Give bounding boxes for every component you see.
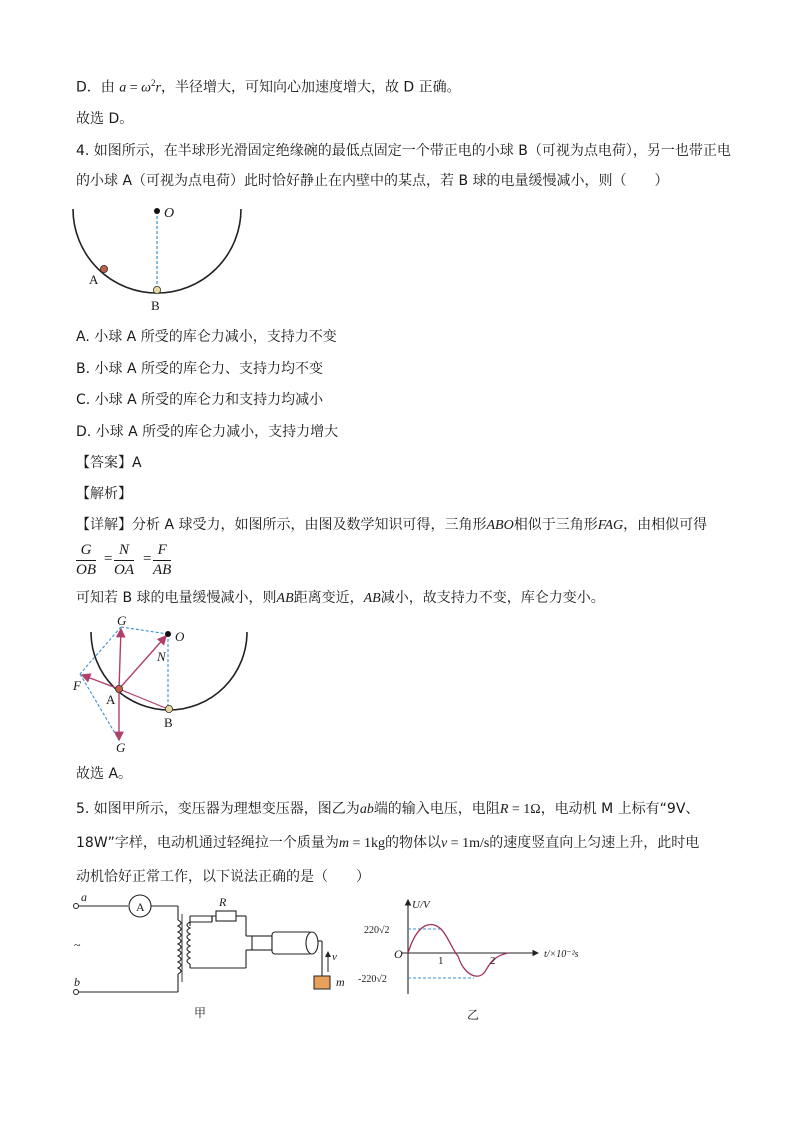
q4-option-c: C. 小球 A 所受的库仑力和支持力均减小: [76, 392, 324, 408]
ball-b-2: [165, 705, 172, 712]
label-origin: O: [394, 947, 403, 961]
analysis-tag: 【解析】: [76, 486, 132, 502]
q4-force-diagram: [66, 612, 256, 757]
mass-block: [314, 976, 330, 989]
secondary-coil: [187, 922, 190, 964]
equals-2: =: [143, 551, 152, 567]
label-o: O: [164, 206, 175, 221]
caption-yi: 乙: [467, 1008, 480, 1022]
label-t-axis: t/×10⁻²s: [544, 949, 579, 960]
q4-option-d: D. 小球 A 所受的库仑力减小，支持力增大: [76, 424, 339, 440]
dash-top-go: [121, 627, 168, 634]
label-a: A: [89, 272, 99, 287]
ball-b: [153, 286, 160, 293]
select-d: 故选 D。: [76, 111, 134, 127]
label-terminal-b: b: [74, 975, 80, 989]
answer-line: 【答案】A: [76, 455, 142, 471]
q5-voltage-graph: [358, 894, 602, 1004]
label-v: v: [332, 951, 337, 963]
q4-stem-line1: 4. 如图所示，在半球形光滑固定绝缘碗的最低点固定一个带正电的小球 B（可视为点电荷），另一也带正电: [76, 143, 731, 159]
label-f: F: [73, 678, 81, 693]
terminal-b: [74, 990, 79, 995]
label-terminal-a: a: [81, 890, 87, 904]
force-g-up: [119, 629, 121, 689]
primary-coil: [178, 920, 181, 974]
label-peak-neg: -220√2: [358, 974, 387, 985]
force-f: [82, 675, 119, 689]
q4-bowl-figure: [60, 200, 260, 320]
label-ammeter: A: [136, 900, 145, 914]
select-a: 故选 A。: [76, 766, 133, 782]
dash-f-g-bottom: [80, 674, 119, 740]
q4-option-b: B. 小球 A 所受的库仑力、支持力均不变: [76, 361, 323, 377]
prev-option-d: D．由 $a = \omega^2r$，半径增大，可知向心加速度增大，故 D 正确。: [76, 78, 461, 96]
label-b-2: B: [164, 715, 173, 730]
dash-top-g-f: [80, 627, 121, 674]
center-o-dot-2: [165, 631, 171, 637]
ball-a: [100, 265, 107, 272]
conclusion-line: 可知若 B 球的电量缓慢减小，则AB距离变近，AB减小，故支持力不变，库仑力变小。: [76, 590, 605, 606]
label-g-bottom: G: [116, 740, 126, 755]
motor-end: [306, 932, 318, 954]
fraction-f-ab: $\frac{F}{AB}$: [153, 542, 172, 578]
q5-line2: 18W”字样，电动机通过轻绳拉一个质量为m = 1kg的物体以v = 1m/s的速度竖直向上匀速上升，此时电: [76, 835, 700, 851]
resistor-r: [216, 911, 236, 921]
terminal-a: [74, 904, 79, 909]
label-o-2: O: [175, 629, 185, 644]
q4-option-a: A. 小球 A 所受的库仑力减小，支持力不变: [76, 329, 337, 345]
label-peak-pos: 220√2: [364, 925, 390, 936]
equals-1: =: [104, 551, 113, 567]
detail-line: 【详解】分析 A 球受力，如图所示，由图及数学知识可得，三角形ABO相似于三角形FAG，由相似可得: [76, 517, 708, 533]
label-g-top: G: [117, 613, 127, 628]
label-n: N: [157, 649, 166, 664]
ball-a-2: [115, 685, 122, 692]
fraction-n-oa: $\frac{N}{OA}$: [114, 542, 134, 578]
q5-circuit-diagram: [66, 892, 356, 1002]
label-tick-2: 2: [490, 955, 496, 967]
label-ac-source: ~: [74, 938, 81, 952]
label-m: m: [336, 975, 345, 989]
fraction-g-ob: $\frac{G}{OB}$: [76, 542, 96, 578]
label-r: R: [219, 895, 227, 909]
label-a-2: A: [106, 692, 116, 707]
q4-stem-line2: 的小球 A（可视为点电荷）此时恰好静止在内壁中的某点，若 B 球的电量缓慢减小，则（ ）: [76, 173, 669, 189]
label-tick-1: 1: [438, 955, 444, 967]
center-o-dot: [154, 208, 160, 214]
sine-curve: [408, 925, 508, 977]
label-b: B: [151, 298, 160, 313]
q5-line3: 动机恰好正常工作，以下说法正确的是（ ）: [76, 869, 370, 885]
caption-jia: 甲: [194, 1006, 207, 1020]
q5-line1: 5. 如图甲所示，变压器为理想变压器，图乙为ab端的输入电压，电阻R = 1Ω，电动机 M 上标有“9V、: [76, 801, 700, 817]
motor-connector: [252, 936, 272, 950]
label-u-axis: U/V: [412, 899, 430, 911]
